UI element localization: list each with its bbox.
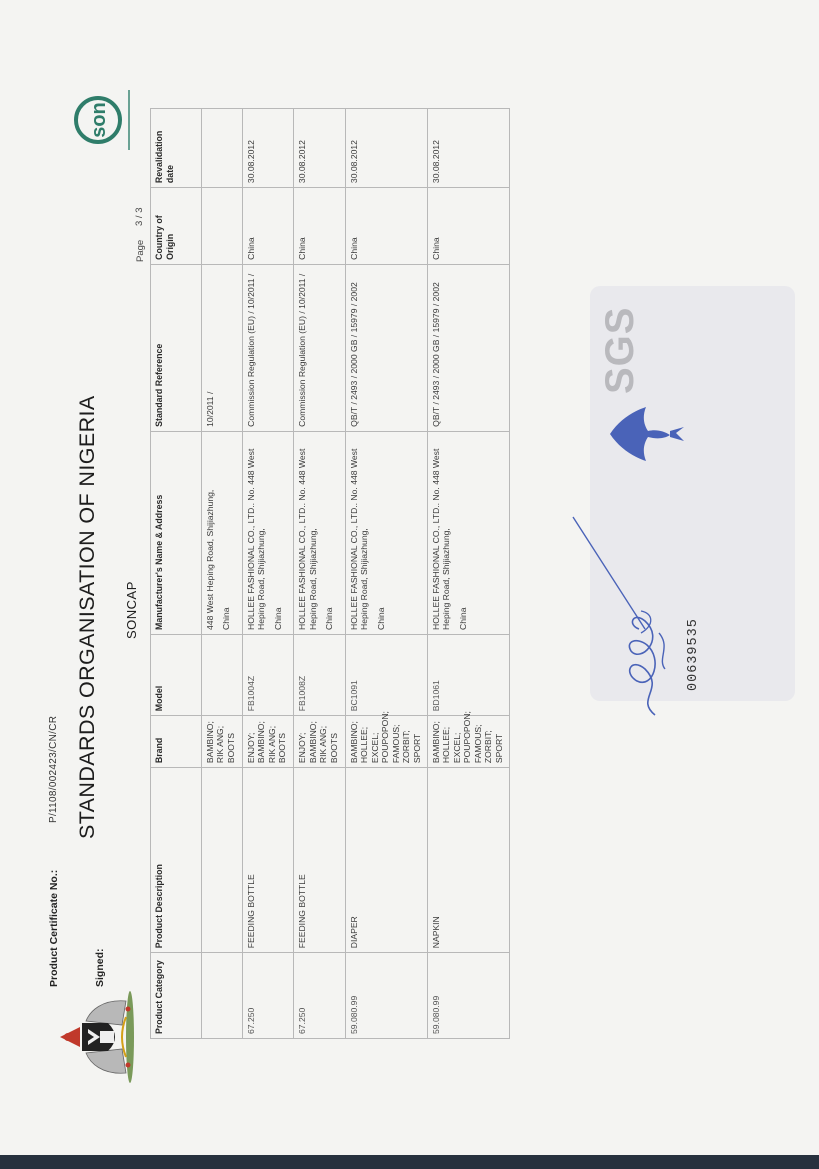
manufacturer-line: HOLLEE FASHIONAL CO., LTD.. No. 448 West Heping Road, Shijiazhung,	[245, 448, 267, 630]
brand-item: POUPOPON;	[462, 711, 473, 764]
model-cell: BC1091	[345, 634, 427, 715]
product-category-cell: 67.250	[294, 953, 346, 1039]
table-header-row	[151, 109, 202, 1039]
signature-mark	[545, 509, 695, 729]
standard-reference-cell: Commission Regulation (EU) / 10/2011 /	[242, 264, 294, 431]
serial-number: 00639535	[686, 618, 701, 691]
column-header: Country of Origin	[151, 188, 202, 265]
column-header: Revalidation date	[151, 109, 202, 188]
page-subtitle: SONCAP	[124, 581, 139, 639]
standard-reference-cell: Commission Regulation (EU) / 10/2011 /	[294, 264, 346, 431]
revalidation-date-cell	[202, 109, 243, 188]
standard-reference-cell: QB/T / 2493 / 2000 GB / 15979 / 2002	[427, 264, 509, 431]
manufacturer-line: China	[221, 607, 232, 630]
product-description-cell: NAPKIN	[427, 768, 509, 953]
brand-item: HOLLEE;	[359, 726, 370, 764]
brand-cell	[345, 711, 427, 768]
revalidation-date-cell: 30.08.2012	[427, 109, 509, 188]
brand-item: POUPOPON;	[380, 711, 391, 764]
table-row	[202, 109, 243, 1039]
model-cell	[202, 634, 243, 715]
product-category-cell	[202, 953, 243, 1039]
country-of-origin-cell: China	[427, 188, 509, 265]
table-body	[202, 109, 510, 1039]
brand-item: BAMBINO;	[348, 721, 359, 764]
product-description-cell	[202, 768, 243, 953]
manufacturer-line: China	[457, 607, 468, 630]
brand-item: EXCEL;	[369, 732, 380, 764]
brand-item: SPORT	[411, 733, 422, 764]
brand-item: ENJOY;	[297, 732, 308, 764]
brand-item: SPORT	[493, 733, 504, 764]
revalidation-date-cell: 30.08.2012	[294, 109, 346, 188]
product-category-cell: 59.080.99	[427, 953, 509, 1039]
column-header: Product Category	[151, 953, 202, 1039]
brand-item: BOOTS	[225, 733, 236, 764]
signed-label: Signed:	[94, 948, 106, 987]
brand-item: ENJOY;	[245, 732, 256, 764]
model-cell: BD1061	[427, 634, 509, 715]
page-label: Page	[135, 239, 146, 262]
revalidation-date-cell: 30.08.2012	[345, 109, 427, 188]
brand-item: RIK ANG;	[215, 725, 226, 764]
page-number: 3 / 3	[134, 207, 145, 226]
country-of-origin-cell: China	[345, 188, 427, 265]
standard-reference-cell: 10/2011 /	[202, 264, 243, 431]
column-header: Manufacturer's Name & Address	[151, 431, 202, 634]
standard-reference-cell: QB/T / 2493 / 2000 GB / 15979 / 2002	[345, 264, 427, 431]
column-header: Brand	[151, 716, 202, 768]
country-of-origin-cell	[202, 188, 243, 265]
table-row	[242, 109, 294, 1039]
manufacturer-line: China	[272, 607, 283, 630]
manufacturer-cell	[242, 431, 294, 634]
product-description-cell: DIAPER	[345, 768, 427, 953]
table-row	[345, 109, 427, 1039]
column-header: Model	[151, 634, 202, 715]
brand-item: RIK ANG;	[266, 725, 277, 764]
product-description-cell: FEEDING BOTTLE	[294, 768, 346, 953]
model-cell: FB1008Z	[294, 634, 346, 715]
brand-item: HOLLEE;	[441, 726, 452, 764]
country-of-origin-cell: China	[294, 188, 346, 265]
brand-cell	[427, 711, 509, 768]
brand-cell	[294, 716, 346, 768]
revalidation-date-cell: 30.08.2012	[242, 109, 294, 188]
certificate-number: P/1108/002423/CN/CR	[48, 715, 59, 823]
page-title: STANDARDS ORGANISATION OF NIGERIA	[75, 395, 99, 839]
eagle-icon	[600, 399, 695, 469]
brand-item: RIK ANG;	[318, 725, 329, 764]
brand-item: BOOTS	[328, 733, 339, 764]
table-row	[427, 109, 509, 1039]
brand-item: FAMOUS;	[472, 724, 483, 764]
brand-item: BAMBINO;	[307, 721, 318, 764]
country-of-origin-cell: China	[242, 188, 294, 265]
manufacturer-cell	[427, 431, 509, 634]
column-header: Standard Reference	[151, 264, 202, 431]
manufacturer-line: China	[324, 607, 335, 630]
product-category-cell: 59.080.99	[345, 953, 427, 1039]
scanner-edge-bar	[0, 1155, 819, 1169]
product-table	[150, 108, 510, 1039]
manufacturer-cell	[294, 431, 346, 634]
manufacturer-line: HOLLEE FASHIONAL CO., LTD.. No. 448 West Heping Road, Shijiazhung,	[348, 448, 370, 630]
product-description-cell: FEEDING BOTTLE	[242, 768, 294, 953]
manufacturer-line: 448 West Heping Road, Shijiazhung,	[205, 489, 215, 630]
certificate-label: Product Certificate No.:	[48, 869, 60, 987]
manufacturer-cell	[345, 431, 427, 634]
brand-item: BOOTS	[277, 733, 288, 764]
manufacturer-line: HOLLEE FASHIONAL CO., LTD.. No. 448 West Heping Road, Shijiazhung,	[297, 448, 318, 630]
sgs-seal-text: SGS	[598, 306, 642, 394]
table-row	[294, 109, 346, 1039]
son-logo-text: son	[88, 102, 110, 138]
son-logo-icon	[56, 74, 148, 166]
brand-cell	[242, 716, 294, 768]
manufacturer-line: China	[375, 607, 386, 630]
coat-of-arms-emblem	[52, 981, 134, 1093]
brand-item: EXCEL;	[451, 732, 462, 764]
manufacturer-line: HOLLEE FASHIONAL CO., LTD.. No. 448 West Heping Road, Shijiazhung,	[430, 448, 452, 630]
brand-item: ZORBIT;	[401, 730, 412, 764]
column-header: Product Description	[151, 768, 202, 953]
product-category-cell: 67.250	[242, 953, 294, 1039]
brand-item: BAMBINO;	[430, 721, 441, 764]
brand-item: BAMBINO;	[256, 721, 267, 764]
brand-item: FAMOUS;	[390, 724, 401, 764]
brand-cell	[202, 716, 243, 768]
brand-item: ZORBIT;	[483, 730, 494, 764]
model-cell: FB1004Z	[242, 634, 294, 715]
manufacturer-cell	[202, 431, 243, 634]
brand-item: BAMBINO;	[205, 721, 215, 764]
